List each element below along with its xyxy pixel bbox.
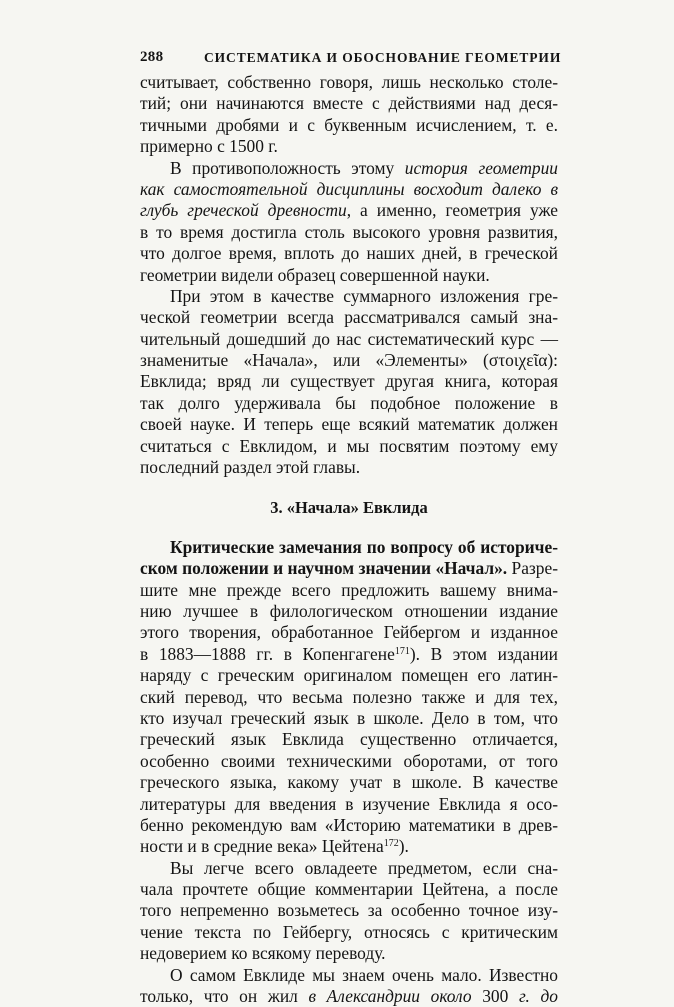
text-line — [140, 537, 558, 558]
text-line: кто изучал греческий язык в школе. Дело в том, что — [140, 707, 558, 728]
paragraph-1 — [140, 72, 558, 158]
emphasis: г. до — [518, 986, 558, 1007]
emphasis: как самостоятельной дисциплины восходит далеко в — [140, 178, 558, 199]
text-line: При этом в качестве суммарного изложения гре- — [170, 285, 558, 306]
text-line: греческого языка, какому учат в школе. В качестве — [140, 772, 558, 793]
text-line: в то время достигла столь высокого уровня развития, — [140, 221, 558, 242]
paragraph-3 — [140, 286, 558, 479]
text-line: недоверием ко всякому переводу. — [140, 943, 386, 964]
text-line: чение текста по Гейбергу, относясь с критическим — [140, 921, 558, 942]
text-line: в 1883—1888 гг. в Копенгагене$^{171}$). В этом издании — [140, 643, 558, 664]
paragraph-6 — [140, 965, 558, 1007]
page-header — [140, 49, 562, 71]
section-heading: 3. «Начала» Евклида — [270, 498, 428, 518]
footnote-ref: 172 — [383, 838, 399, 850]
body-text — [140, 72, 558, 1007]
text-line: чительный дошедший до нас систематический курс — — [140, 328, 558, 349]
running-title: СИСТЕМАТИКА И ОБОСНОВАНИЕ ГЕОМЕТРИИ — [204, 50, 562, 65]
text-line: литературы для введения в изучение Евклида я осо- — [140, 793, 558, 814]
text-line: ском положении и научном значении «Начал». Разре- — [140, 558, 558, 579]
bold-lead: Критические замечания по вопросу об историче- — [170, 536, 558, 557]
text-line: этого творения, обработанное Гейбергом и изданное — [140, 622, 558, 643]
bold-lead: ском положении и научном значении «Начал». — [140, 558, 508, 579]
text-line: так долго удерживала бы подобное положение в — [140, 392, 558, 413]
paragraph-5 — [140, 858, 558, 965]
emphasis: в Александрии около — [308, 986, 472, 1007]
paragraph-4 — [140, 537, 558, 858]
text-line: греческий язык Евклида существенно отличается, — [140, 729, 558, 750]
text-line: ности и в средние века» Цейтена$^{172}$). — [140, 836, 409, 857]
text-line: шите мне прежде всего предложить вашему внима- — [140, 579, 558, 600]
text-line: тий; они начинаются вместе с действиями над деся- — [140, 93, 558, 114]
text-line: последний раздел этой главы. — [140, 457, 361, 478]
text-line: бенно рекомендую вам «Историю математики в древ- — [140, 814, 558, 835]
text-line: глубь греческой древности, а именно, геометрия уже — [140, 200, 558, 221]
text-line: нию лучшее в филологическом отношении издание — [140, 600, 558, 621]
text-line: тичными дробями и с буквенным исчислением, т. е. — [140, 114, 558, 135]
text-line: В противоположность этому история геометрии — [170, 157, 558, 178]
page-number: 288 — [140, 49, 164, 65]
text-line: наряду с греческим оригиналом помещен его латин- — [140, 665, 558, 686]
text-line: своей науке. И теперь еще всякий математик должен — [140, 414, 558, 435]
footnote-ref: 171 — [394, 645, 410, 657]
text-line: чала прочтете общие комментарии Цейтена, а после — [140, 879, 558, 900]
text-line: примерно с 1500 г. — [140, 136, 278, 157]
text-line: знаменитые «Начала», или «Элементы» (στοιχεῖα): — [140, 350, 558, 371]
text-line: Вы легче всего овладеете предметом, если сна- — [170, 857, 558, 878]
text-line: ский перевод, что весьма полезно также и для тех, — [140, 686, 558, 707]
text-line — [140, 179, 558, 200]
text-line: только, что он жил в Александрии около 300 г. до — [140, 986, 558, 1007]
paragraph-2 — [140, 158, 558, 286]
text-line: Евклида; вряд ли существует другая книга, которая — [140, 371, 558, 392]
text-line: ческой геометрии всегда рассматривался самый зна- — [140, 307, 558, 328]
emphasis: история геометрии — [404, 157, 558, 178]
text-line: особенно своими техническими оборотами, от того — [140, 750, 558, 771]
text-line: считаться с Евклидом, и мы посвятим поэтому ему — [140, 435, 558, 456]
text-line: считывает, собственно говоря, лишь несколько столе- — [140, 72, 558, 92]
text-line: О самом Евклиде мы знаем очень мало. Известно — [170, 964, 558, 985]
text-line: геометрии видели образец совершенной науки. — [140, 264, 490, 285]
text-line: того непременно возьметесь за особенно точное изу- — [140, 900, 558, 921]
emphasis: глубь греческой древности — [140, 200, 347, 221]
text-line: что долгое время, вплоть до наших дней, в греческой — [140, 243, 558, 264]
